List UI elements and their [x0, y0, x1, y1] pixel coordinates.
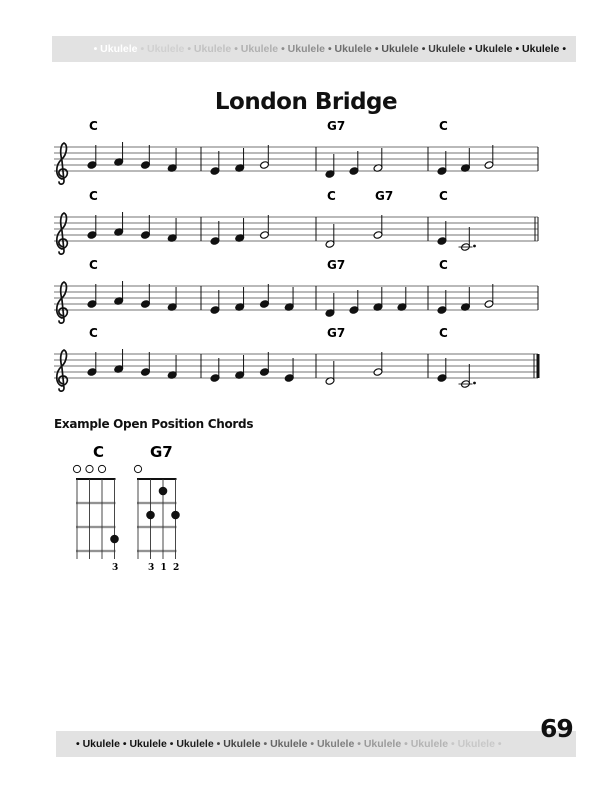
- bullet-icon: •: [169, 738, 177, 750]
- bullet-icon: •: [497, 738, 502, 750]
- bullet-icon: •: [515, 43, 523, 55]
- finger-dot-icon: [159, 487, 168, 496]
- bullet-icon: •: [122, 738, 130, 750]
- bullet-icon: •: [310, 738, 317, 750]
- ukulele-word: Ukulele: [428, 43, 469, 55]
- chord-symbol: C: [89, 258, 98, 272]
- chord-symbol: C: [89, 326, 98, 340]
- ukulele-word: Ukulele: [475, 43, 516, 55]
- bullet-icon: •: [404, 738, 411, 750]
- bullet-icon: •: [357, 738, 364, 750]
- finger-number: 1: [160, 563, 167, 573]
- ukulele-word: Ukulele: [287, 43, 328, 55]
- chord-symbol: G7: [327, 258, 346, 272]
- bullet-icon: •: [451, 738, 458, 750]
- footer-band: [56, 731, 576, 757]
- page-number: 69: [540, 714, 573, 743]
- treble-clef-icon: [57, 213, 68, 254]
- dot: [473, 382, 476, 385]
- chord-symbol: C: [439, 258, 448, 272]
- ukulele-word: Ukulele: [147, 43, 188, 55]
- bullet-icon: •: [140, 43, 148, 55]
- chord-chart: [134, 443, 179, 573]
- chord-chart-name: G7: [150, 443, 173, 461]
- staff-system: [54, 326, 540, 391]
- final-barline: [537, 354, 540, 378]
- chord-symbol: C: [439, 189, 448, 203]
- bullet-icon: •: [234, 43, 241, 55]
- chord-symbol: C: [327, 189, 336, 203]
- staff-system: [54, 189, 538, 254]
- open-string-icon: [86, 465, 93, 472]
- bullet-icon: •: [263, 738, 271, 750]
- footer-ukulele-ticker: [76, 731, 502, 757]
- ukulele-word: Ukulele: [176, 738, 217, 750]
- bullet-icon: •: [421, 43, 429, 55]
- finger-dot-icon: [171, 511, 180, 520]
- chord-symbol: C: [89, 119, 98, 133]
- ukulele-word: Ukulele: [193, 43, 235, 55]
- ukulele-word: Ukulele: [457, 738, 498, 750]
- open-string-icon: [98, 465, 105, 472]
- open-string-icon: [134, 465, 141, 472]
- ukulele-word: Ukulele: [100, 43, 141, 55]
- bullet-icon: •: [562, 43, 566, 55]
- bullet-icon: •: [216, 738, 224, 750]
- bullet-icon: •: [468, 43, 476, 55]
- chord-chart-name: C: [93, 443, 105, 461]
- bullet-icon: •: [374, 43, 382, 55]
- ukulele-word: Ukulele: [240, 43, 282, 55]
- treble-clef-icon: [57, 350, 68, 391]
- song-title: London Bridge: [214, 89, 398, 115]
- chord-symbol: G7: [375, 189, 394, 203]
- ukulele-word: Ukulele: [522, 43, 563, 55]
- bullet-icon: •: [93, 43, 101, 55]
- finger-dot-icon: [146, 511, 155, 520]
- ukulele-word: Ukulele: [363, 738, 405, 750]
- ukulele-word: Ukulele: [82, 738, 123, 750]
- finger-number: 3: [148, 563, 155, 573]
- ukulele-word: Ukulele: [381, 43, 422, 55]
- treble-clef-icon: [57, 282, 68, 323]
- bullet-icon: •: [281, 43, 288, 55]
- ukulele-word: Ukulele: [316, 738, 358, 750]
- ukulele-word: Ukulele: [410, 738, 451, 750]
- staff-system: [54, 258, 538, 323]
- chord-symbol: C: [439, 119, 448, 133]
- chord-symbol: C: [439, 326, 448, 340]
- bullet-icon: •: [327, 43, 335, 55]
- bullet-icon: •: [76, 738, 83, 750]
- ukulele-word: Ukulele: [334, 43, 375, 55]
- chord-chart: [73, 443, 118, 573]
- finger-number: 2: [173, 563, 180, 573]
- chord-symbol: C: [89, 189, 98, 203]
- ukulele-word: Ukulele: [129, 738, 170, 750]
- chord-symbol: G7: [327, 326, 346, 340]
- staff-system: [54, 119, 538, 184]
- chords-section-heading: Example Open Position Chords: [54, 417, 254, 431]
- finger-number: 3: [112, 563, 119, 573]
- chord-symbol: G7: [327, 119, 346, 133]
- treble-clef-icon: [57, 143, 68, 184]
- finger-dot-icon: [110, 535, 119, 544]
- dot: [473, 245, 476, 248]
- ukulele-word: Ukulele: [270, 738, 311, 750]
- open-string-icon: [73, 465, 80, 472]
- ukulele-word: Ukulele: [223, 738, 264, 750]
- bullet-icon: •: [187, 43, 194, 55]
